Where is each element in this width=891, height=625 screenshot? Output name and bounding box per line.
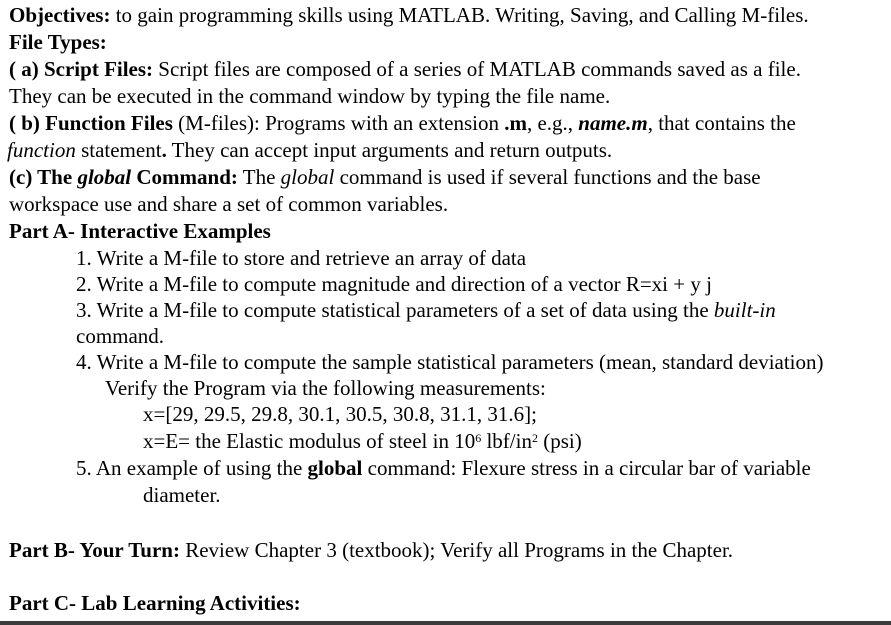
part-a-item-5-line2: diameter.: [143, 483, 221, 507]
objectives-line: [9, 2, 809, 28]
global-command-label: (c) The global Command:: [9, 165, 238, 189]
part-a-item-4: 4. Write a M-file to compute the sample statistical parameters (mean, standard deviation): [76, 350, 824, 374]
global-keyword-bold: global: [307, 456, 363, 480]
part-a-item-2: 2. Write a M-file to compute magnitude and direction of a vector R=xi + y j: [76, 272, 712, 296]
function-files-period: .: [161, 138, 167, 162]
part-c-heading-text: Part C- Lab Learning Activities:: [9, 591, 301, 615]
file-types-heading-text: File Types:: [9, 30, 107, 54]
part-a-item-1: 1. Write a M-file to store and retrieve an array of data: [76, 246, 527, 270]
exponent-6: 6: [475, 431, 482, 445]
function-files-text-d: statement: [75, 138, 162, 162]
function-files-ext: .m: [504, 111, 527, 135]
part-a-item-5: 5. An example of using the global command: Flexure stress in a circular bar of variable: [76, 456, 811, 480]
script-files-line2: They can be executed in the command window by typing the file name.: [9, 84, 611, 108]
part-a-item-3-line2: command.: [76, 324, 165, 348]
global-command-text-a: The: [237, 165, 281, 189]
part-a-item-3-text: 3. Write a M-file to compute statistical parameters of a set of data using the: [76, 298, 714, 322]
exponent-2: 2: [531, 431, 538, 445]
part-a-heading-text: Part A- Interactive Examples: [9, 219, 271, 243]
global-command-line2: workspace use and share a set of common variables.: [9, 192, 449, 216]
part-a-item-4-data: x=[29, 29.5, 29.8, 30.1, 30.5, 30.8, 31.1, 31.6];: [143, 402, 537, 426]
function-files-label: ( b) Function Files: [9, 111, 173, 135]
global-keyword: global: [280, 165, 335, 189]
part-a-item-4-elastic: x=E= the Elastic modulus of steel in $10^6$ lbf/$in^2$ (psi): [143, 429, 582, 453]
objectives-text: to gain programming skills using MATLAB. Writing, Saving, and Calling M-files.: [110, 3, 809, 27]
function-files-line2: [7, 137, 612, 163]
part-a-heading: [9, 218, 271, 244]
script-files-line: [9, 56, 801, 82]
script-files-text: Script files are composed of a series of MATLAB commands saved as a file.: [153, 57, 801, 81]
function-files-text-b: , e.g.,: [526, 111, 579, 135]
function-files-text-a: (M-files): Programs with an extension: [172, 111, 505, 135]
function-files-text-c: , that contains the: [647, 111, 796, 135]
part-b-label: Part B- Your Turn:: [9, 538, 180, 562]
objectives-label: Objectives:: [9, 3, 111, 27]
bottom-divider: [0, 621, 891, 625]
built-in-keyword: built-in: [713, 298, 776, 322]
part-b-text: Review Chapter 3 (textbook); Verify all Programs in the Chapter.: [179, 538, 734, 562]
part-c-heading: [9, 590, 301, 616]
script-files-label: ( a) Script Files:: [9, 57, 154, 81]
global-command-text-b: command is used if several functions and the base: [334, 165, 761, 189]
part-a-item-4-verify: Verify the Program via the following measurements:: [105, 376, 546, 400]
function-files-example: name.m: [578, 111, 648, 135]
function-files-line: [9, 110, 796, 136]
global-command-line: [9, 164, 761, 190]
file-types-heading: [9, 29, 107, 55]
part-b-line: [9, 537, 733, 563]
function-keyword: function: [7, 138, 76, 162]
function-files-text-e: They can accept input arguments and return outputs.: [166, 138, 613, 162]
part-a-item-3: [76, 297, 776, 323]
